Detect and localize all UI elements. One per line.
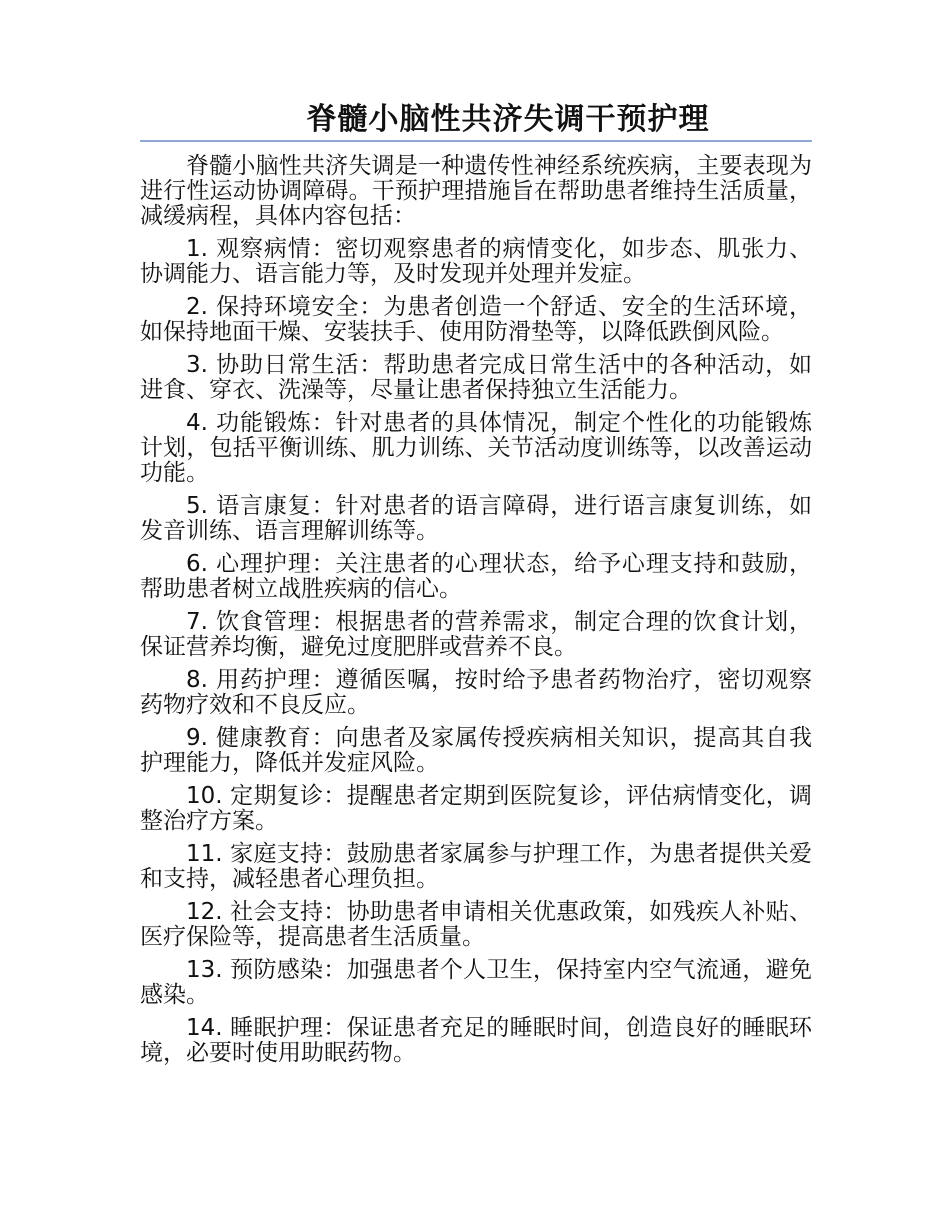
list-item: 1. 观察病情：密切观察患者的病情变化，如步态、肌张力、协调能力、语言能力等，及时发现并处理并发症。 (140, 236, 812, 287)
list-item: 4. 功能锻炼：针对患者的具体情况，制定个性化的功能锻炼计划，包括平衡训练、肌力训练、关节活动度训练等，以改善运动功能。 (140, 410, 812, 486)
list-item: 5. 语言康复：针对患者的语言障碍，进行语言康复训练，如发音训练、语言理解训练等。 (140, 493, 812, 544)
list-item: 3. 协助日常生活：帮助患者完成日常生活中的各种活动，如进食、穿衣、洗澡等，尽量让患者保持独立生活能力。 (140, 352, 812, 403)
list-item: 11. 家庭支持：鼓励患者家属参与护理工作，为患者提供关爱和支持，减轻患者心理负担。 (140, 841, 812, 892)
list-item: 9. 健康教育：向患者及家属传授疾病相关知识，提高其自我护理能力，降低并发症风险。 (140, 725, 812, 776)
list-item: 13. 预防感染：加强患者个人卫生，保持室内空气流通，避免感染。 (140, 957, 812, 1008)
list-item: 8. 用药护理：遵循医嘱，按时给予患者药物治疗，密切观察药物疗效和不良反应。 (140, 667, 812, 718)
intro-paragraph: 脊髓小脑性共济失调是一种遗传性神经系统疾病，主要表现为进行性运动协调障碍。干预护理措施旨在帮助患者维持生活质量，减缓病程，具体内容包括： (140, 153, 812, 229)
list-item: 7. 饮食管理：根据患者的营养需求，制定合理的饮食计划，保证营养均衡，避免过度肥胖或营养不良。 (140, 609, 812, 660)
title-underline (140, 140, 812, 142)
document-page (140, 100, 812, 1074)
list-item: 14. 睡眠护理：保证患者充足的睡眠时间，创造良好的睡眠环境，必要时使用助眠药物。 (140, 1015, 812, 1066)
list-item: 10. 定期复诊：提醒患者定期到医院复诊，评估病情变化，调整治疗方案。 (140, 783, 812, 834)
list-item: 6. 心理护理：关注患者的心理状态，给予心理支持和鼓励，帮助患者树立战胜疾病的信心。 (140, 551, 812, 602)
list-item: 2. 保持环境安全：为患者创造一个舒适、安全的生活环境，如保持地面干燥、安装扶手、使用防滑垫等，以降低跌倒风险。 (140, 294, 812, 345)
document-title: 脊髓小脑性共济失调干预护理 (306, 102, 710, 137)
list-item: 12. 社会支持：协助患者申请相关优惠政策，如残疾人补贴、医疗保险等，提高患者生活质量。 (140, 899, 812, 950)
